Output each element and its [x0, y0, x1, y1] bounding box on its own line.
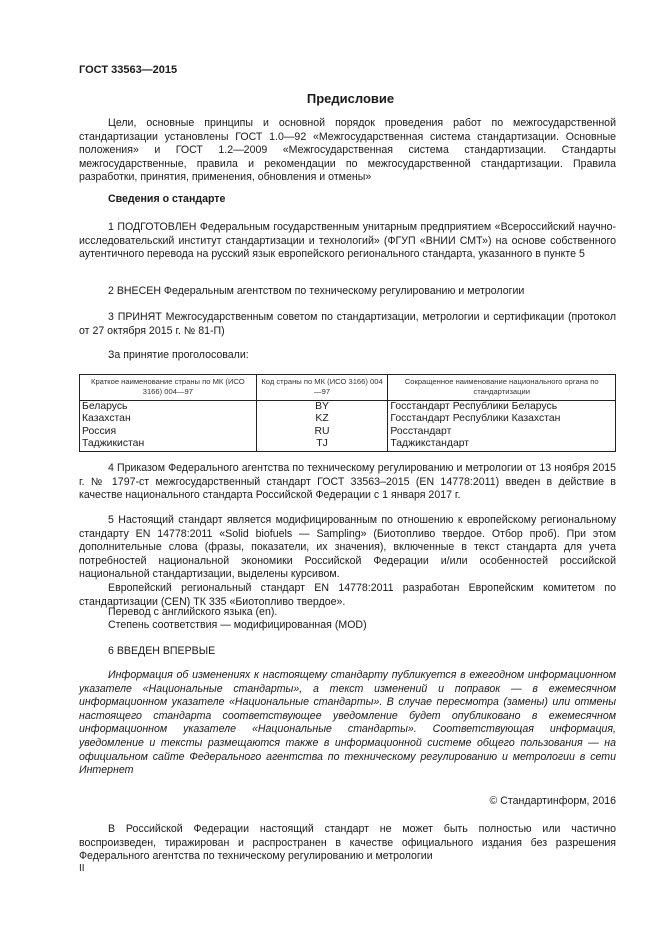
page-title-text: Предисловие: [306, 91, 395, 106]
page-number: II: [79, 863, 85, 874]
page-title: [0, 92, 661, 106]
table-row: [80, 438, 616, 451]
section-title: Сведения о стандарте: [108, 193, 226, 205]
column-header-code: Код страны по МК (ИСО 3166) 004—97: [256, 375, 388, 401]
body-cell: Таджикстандарт: [388, 438, 616, 451]
country-cell: Таджикистан: [80, 438, 257, 451]
table-row: [80, 426, 616, 438]
country-cell: Россия: [80, 426, 257, 438]
country-cell: Беларусь: [80, 401, 257, 414]
item-5-developer-paragraph: Европейский региональный стандарт EN 14778:2011 разработан Европейским комитетом по стандартизации (CEN) ТК 335 «Биотопливо твердое».: [79, 582, 616, 608]
voting-countries-table: [79, 374, 616, 452]
code-cell: TJ: [256, 438, 388, 451]
document-header: ГОСТ 33563—2015: [79, 64, 178, 76]
item-2-paragraph: 2 ВНЕСЕН Федеральным агентством по техническому регулированию и метрологии: [108, 285, 525, 297]
intro-paragraph: Цели, основные принципы и основной порядок проведения работ по межгосударственной стандартизации установлены ГОСТ 1.0—92 «Межгосударственная система стандартизации. Основные положения» и ГОСТ 1.2—2009 «Межгосударственная система стандартизации. Стандарты межгосударственные, правила и рекомендации по межгосударственной стандартизации. Правила разработки, принятия, применения, обновления и отмены»: [79, 117, 616, 184]
item-3-paragraph: 3 ПРИНЯТ Межгосударственным советом по стандартизации, метрологии и сертификации (протокол от 27 октября 2015 г. № 81-П): [79, 311, 616, 337]
code-cell: BY: [256, 401, 388, 414]
item-6-line: 6 ВВЕДЕН ВПЕРВЫЕ: [108, 645, 216, 657]
table-row: [80, 413, 616, 425]
code-cell: RU: [256, 426, 388, 438]
body-cell: Росстандарт: [388, 426, 616, 438]
body-cell: Госстандарт Республики Беларусь: [388, 401, 616, 414]
table-header-row: [80, 375, 616, 401]
body-cell: Госстандарт Республики Казахстан: [388, 413, 616, 425]
copyright-line: © Стандартинформ, 2016: [489, 795, 616, 807]
code-cell: KZ: [256, 413, 388, 425]
column-header-country: Краткое наименование страны по МК (ИСО 3166) 004—97: [80, 375, 257, 401]
column-header-body: Сокращенное наименование национального органа по стандартизации: [388, 375, 616, 401]
item-5-translation-line: Перевод с английского языка (en).: [108, 606, 278, 618]
table-row: [80, 401, 616, 414]
item-4-paragraph: 4 Приказом Федерального агентства по техническому регулированию и метрологии от 13 ноября 2015 г. № 1797-ст межгосударственный стандарт ГОСТ 33563–2015 (EN 14778:2011) введен в действие в качестве национального стандарта Российской Федерации с 1 января 2017 г.: [79, 462, 616, 502]
reproduction-notice: В Российской Федерации настоящий стандарт не может быть полностью или частично воспроизведен, тиражирован и распространен в качестве официального издания без разрешения Федерального агентства по техническому регулированию и метрологии: [79, 823, 616, 863]
item-5-paragraph: 5 Настоящий стандарт является модифицированным по отношению к европейскому региональному стандарту EN 14778:2011 «Solid biofuels — Sampling» (Биотопливо твердое. Отбор проб). При этом дополнительные слова (фразы, показатели, их значения), включенные в текст стандарта для учета потребностей национальной экономики Российской Федерации и/или особенностей российской национальной стандартизации, выделены курсивом.: [79, 514, 616, 581]
item-1-paragraph: 1 ПОДГОТОВЛЕН Федеральным государственным унитарным предприятием «Всероссийский научно-исследовательский институт стандартизации и технологий» (ФГУП «ВНИИ СМТ») на основе собственного аутентичного перевода на русский язык европейского регионального стандарта, указанного в пункте 5: [79, 221, 616, 261]
changes-info-note: Информация об изменениях к настоящему стандарту публикуется в ежегодном информационном указателе «Национальные стандарты», а текст изменений и поправок — в ежемесячном информационном указателе «Национальные стандарты». В случае пересмотра (замены) или отмены настоящего стандарта соответствующее уведомление будет опубликовано в ежемесячном информационном указателе «Национальные стандарты». Соответствующая информация, уведомление и тексты размещаются также в информационной системе общего пользования — на официальном сайте Федерального агентства по техническому регулированию и метрологии в сети Интернет: [79, 669, 616, 777]
country-cell: Казахстан: [80, 413, 257, 425]
voted-label: За принятие проголосовали:: [108, 349, 249, 361]
item-5-conformity-line: Степень соответствия — модифицированная (MOD): [108, 619, 367, 631]
